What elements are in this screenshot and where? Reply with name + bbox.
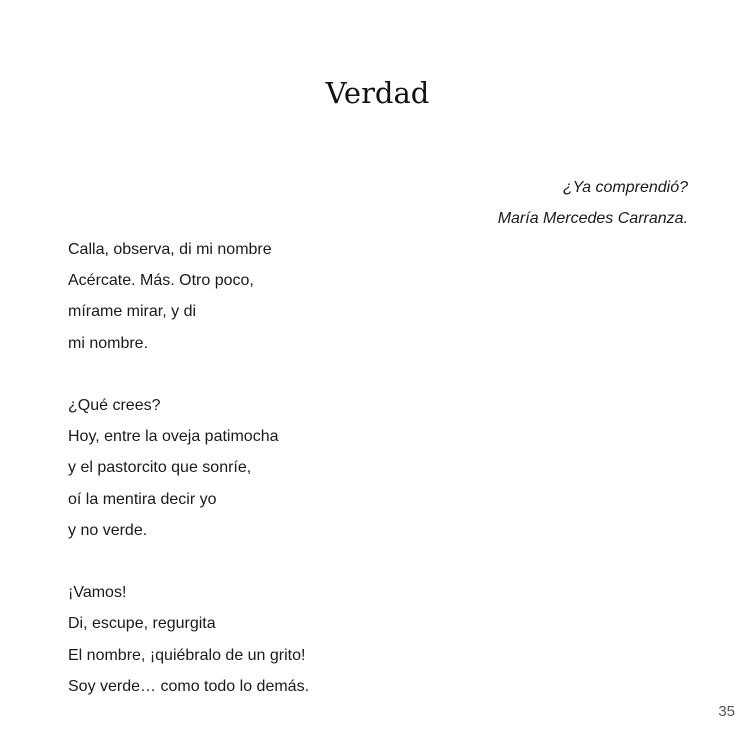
poem-line: Calla, observa, di mi nombre: [68, 241, 272, 258]
poem-line: ¿Qué crees?: [68, 397, 161, 414]
poem-line: y el pastorcito que sonríe,: [68, 459, 252, 477]
poem-line: Di, escupe, regurgita: [68, 615, 216, 633]
epigraph-quote: ¿Ya comprendió?: [562, 179, 688, 196]
poem-line: Soy verde… como todo lo demás.: [68, 677, 310, 695]
page-number: 35: [718, 703, 735, 720]
poem-line: Hoy, entre la oveja patimocha: [68, 428, 279, 446]
poem-line: oí la mentira decir yo: [68, 490, 217, 508]
poem-title: Verdad: [325, 76, 430, 110]
epigraph-author: María Mercedes Carranza.: [497, 210, 688, 227]
stanza-1: [68, 234, 309, 359]
poem-line: mírame mirar, y di: [68, 303, 197, 321]
stanza-3: [68, 577, 309, 702]
poem-line: y no verde.: [68, 521, 148, 539]
poem-line: Acércate. Más. Otro poco,: [68, 272, 254, 290]
poem-line: ¡Vamos!: [68, 584, 127, 602]
poem-line: El nombre, ¡quiébralo de un grito!: [68, 646, 306, 664]
poem-line: mi nombre.: [68, 334, 149, 352]
stanza-2: [68, 390, 309, 546]
epigraph: [498, 172, 688, 234]
poem-body: [68, 234, 309, 702]
